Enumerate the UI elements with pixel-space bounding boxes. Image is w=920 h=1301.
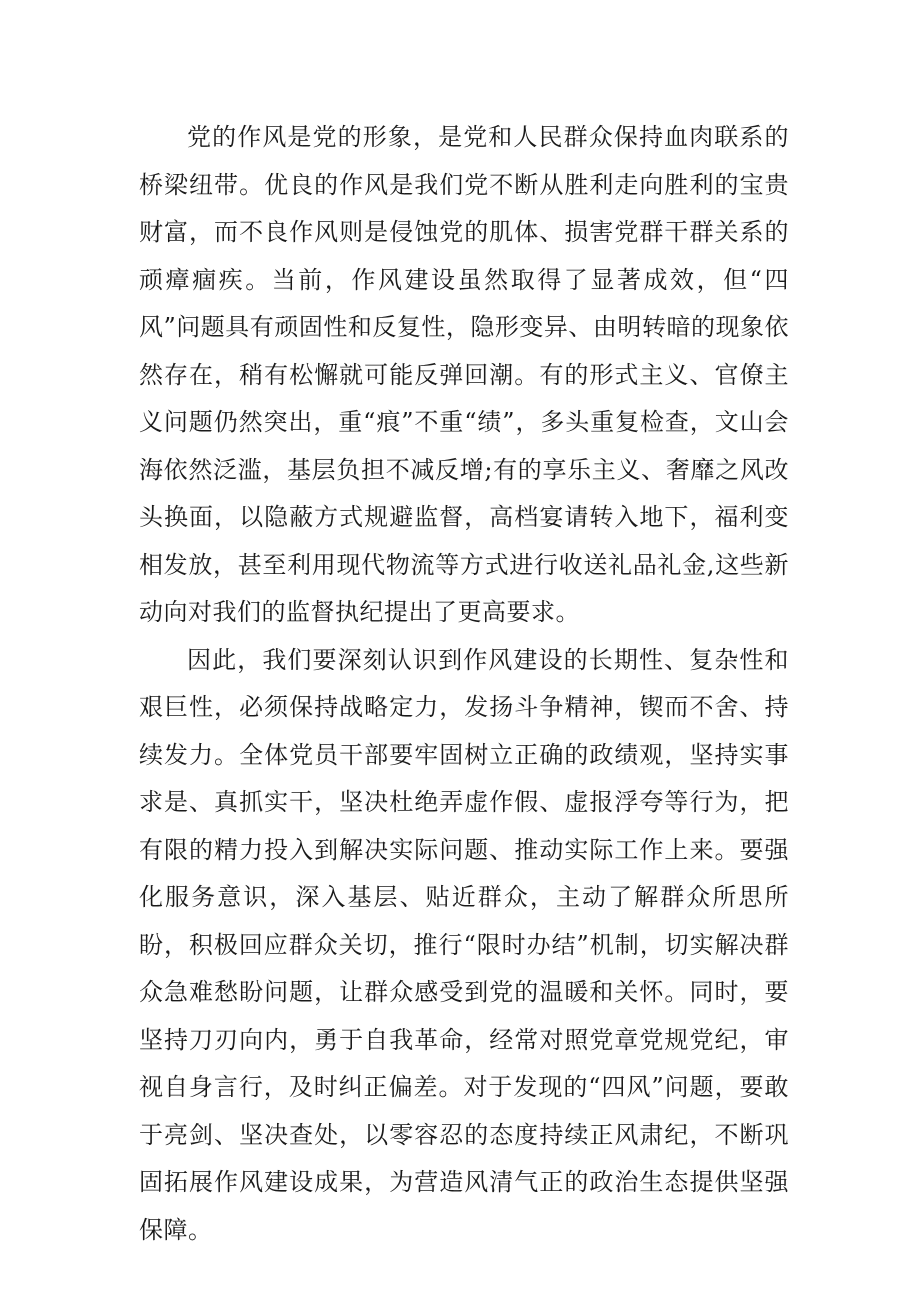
document-body	[139, 114, 789, 1254]
paragraph-2: 因此，我们要深刻认识到作风建设的长期性、复杂性和艰巨性，必须保持战略定力，发扬斗争精神，锲而不舍、持续发力。全体党员干部要牢固树立正确的政绩观，坚持实事求是、真抓实干，坚决杜绝弄虚作假、虚报浮夸等行为，把有限的精力投入到解决实际问题、推动实际工作上来。要强化服务意识，深入基层、贴近群众，主动了解群众所思所盼，积极回应群众关切，推行“限时办结”机制，切实解决群众急难愁盼问题，让群众感受到党的温暖和关怀。同时，要坚持刀刃向内，勇于自我革命，经常对照党章党规党纪，审视自身言行，及时纠正偏差。对于发现的“四风”问题，要敢于亮剑、坚决查处，以零容忍的态度持续正风肃纪，不断巩固拓展作风建设成果，为营造风清气正的政治生态提供坚强保障。	[139, 645, 789, 1244]
paragraph-1: 党的作风是党的形象，是党和人民群众保持血肉联系的桥梁纽带。优良的作风是我们党不断从胜利走向胜利的宝贵财富，而不良作风则是侵蚀党的肌体、损害党群干群关系的顽瘴痼疾。当前，作风建设虽然取得了显著成效，但“四风”问题具有顽固性和反复性，隐形变异、由明转暗的现象依然存在，稍有松懈就可能反弹回潮。有的形式主义、官僚主义问题仍然突出，重“痕”不重“绩”，多头重复检查，文山会海依然泛滥，基层负担不减反增;有的享乐主义、奢靡之风改头换面，以隐蔽方式规避监督，高档宴请转入地下，福利变相发放，甚至利用现代物流等方式进行收送礼品礼金,这些新动向对我们的监督执纪提出了更高要求。	[139, 123, 789, 626]
